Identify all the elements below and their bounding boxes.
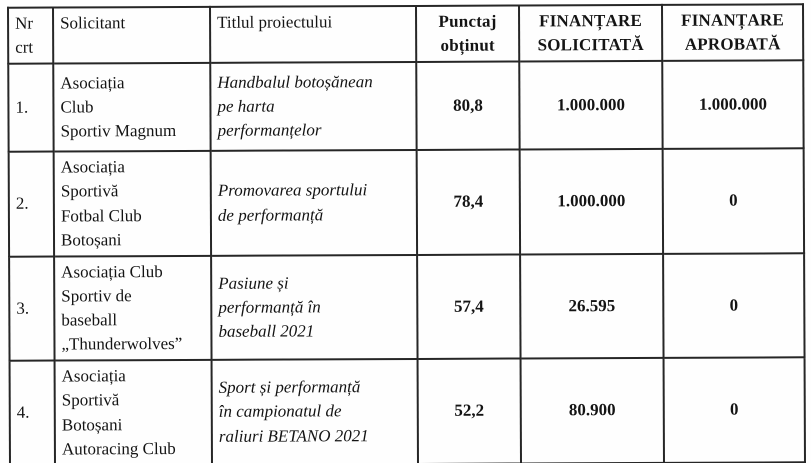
cell-solicitant: Asociația Club Sportiv de baseball „Thunderwolves” <box>54 256 211 361</box>
cell-solicitant: Asociația Club Sportiv Magnum <box>53 63 210 152</box>
cell-nr: 2. <box>9 152 54 257</box>
table-row <box>10 358 805 463</box>
header-finantare-solicitata: FINANȚARE SOLICITATĂ <box>519 5 662 62</box>
cell-punctaj: 57,4 <box>417 254 520 359</box>
cell-finantare-solicitata: 80.900 <box>521 358 664 463</box>
cell-finantare-aprobata: 0 <box>663 149 804 254</box>
cell-titlu-proiect: Handbalul botoșănean pe harta performanțelor <box>210 62 416 151</box>
cell-finantare-aprobata: 1.000.000 <box>662 61 803 150</box>
funding-table <box>7 3 806 463</box>
header-nr-crt: Nr crt <box>8 8 53 64</box>
header-solicitant: Solicitant <box>53 7 210 64</box>
cell-titlu-proiect: Sport și performanță în campionatul de raliuri BETANO 2021 <box>212 359 418 463</box>
cell-finantare-solicitata: 1.000.000 <box>519 61 662 150</box>
table-row <box>9 253 804 361</box>
cell-finantare-aprobata: 0 <box>664 358 805 463</box>
cell-punctaj: 80,8 <box>416 62 519 150</box>
cell-nr: 4. <box>10 361 55 463</box>
header-titlul-proiectului: Titlul proiectului <box>210 6 416 63</box>
table-row <box>8 61 803 152</box>
table-header-row <box>8 4 803 64</box>
cell-nr: 3. <box>9 256 54 361</box>
cell-finantare-solicitata: 1.000.000 <box>520 149 663 254</box>
cell-finantare-aprobata: 0 <box>663 253 804 358</box>
table-row <box>9 149 804 257</box>
cell-solicitant: Asociația Sportivă Fotbal Club Botoșani <box>54 151 211 256</box>
cell-finantare-solicitata: 26.595 <box>520 254 663 359</box>
cell-titlu-proiect: Pasiune și performanță în baseball 2021 <box>211 255 417 360</box>
cell-nr: 1. <box>8 64 53 152</box>
cell-titlu-proiect: Promovarea sportului de performanță <box>211 150 417 255</box>
cell-solicitant: Asociația Sportivă Botoșani Autoracing Club <box>55 360 212 463</box>
cell-punctaj: 78,4 <box>417 150 520 255</box>
cell-punctaj: 52,2 <box>418 359 521 463</box>
header-finantare-aprobata: FINANȚARE APROBATĂ <box>662 4 803 61</box>
header-punctaj-obtinut: Punctaj obținut <box>416 6 519 63</box>
